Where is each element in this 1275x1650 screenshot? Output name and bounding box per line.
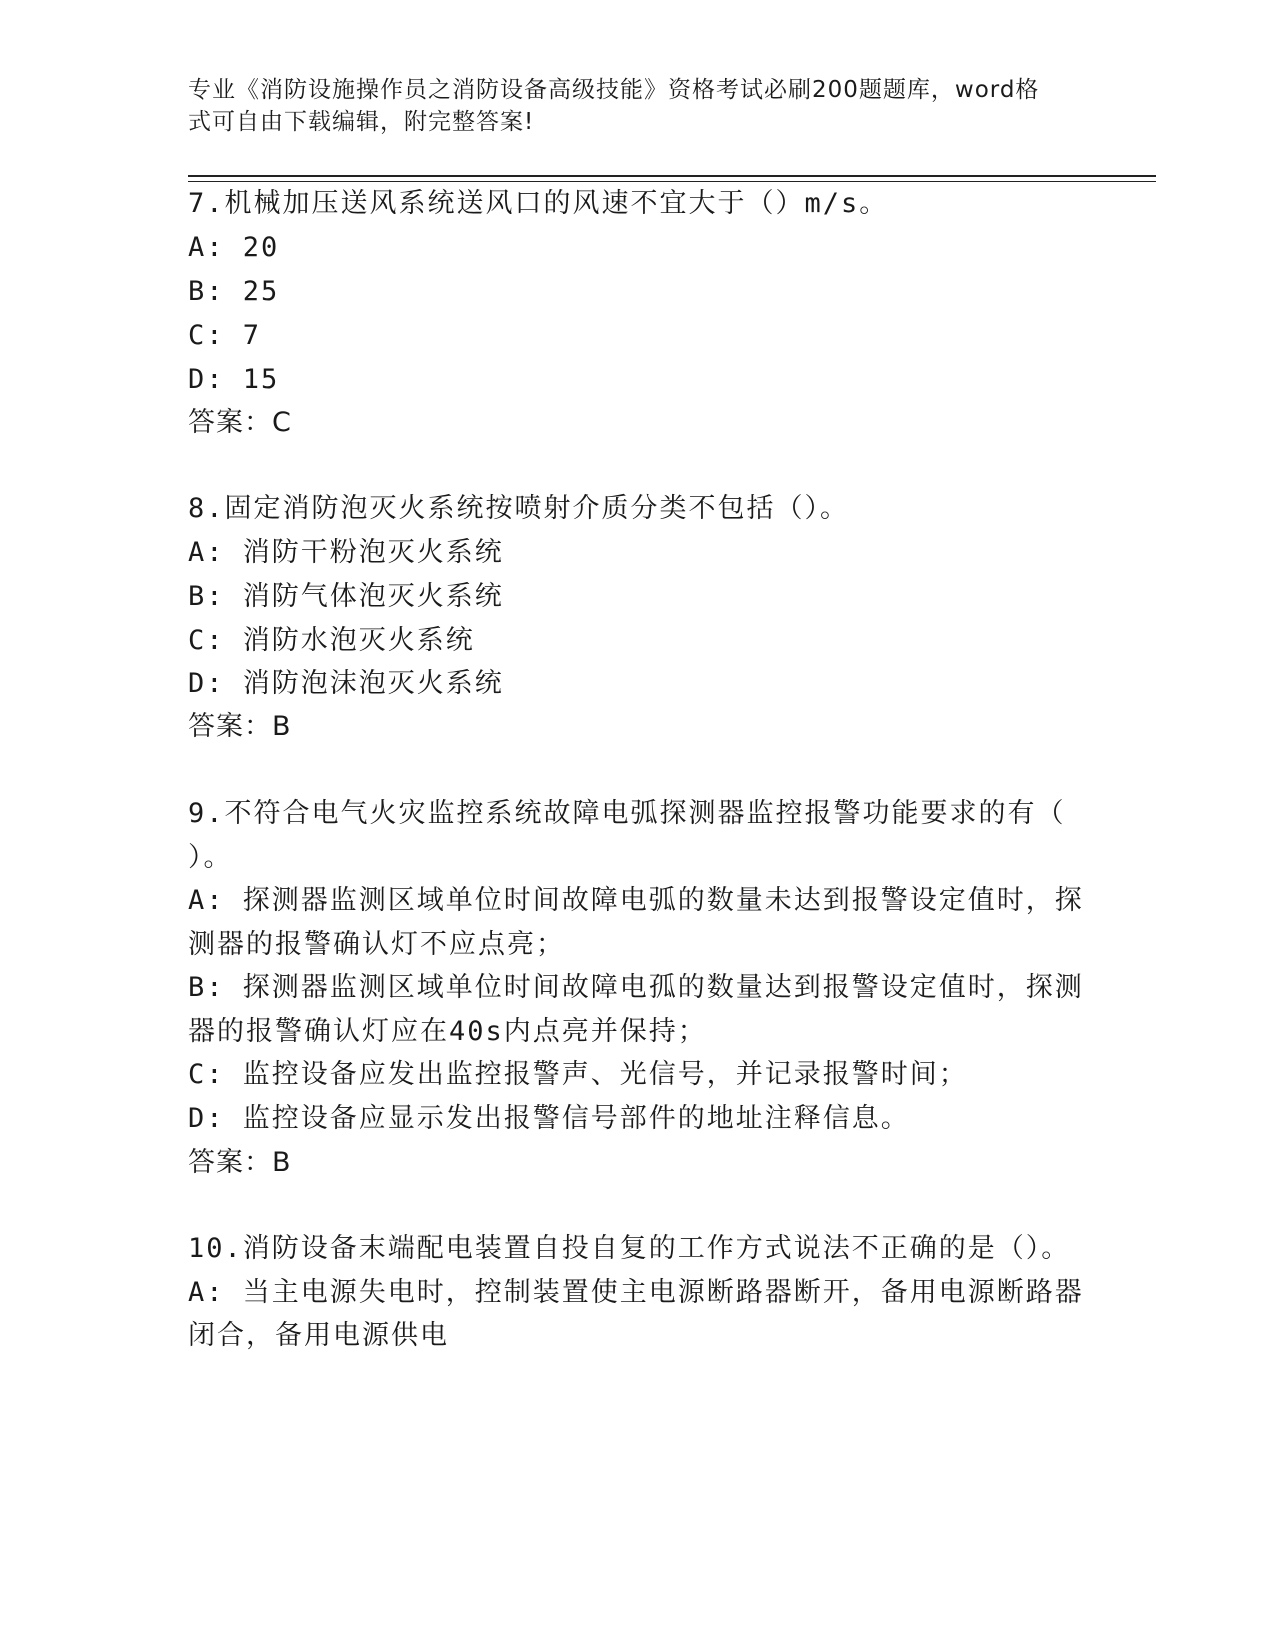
answer-label: 答案：B bbox=[188, 1147, 292, 1178]
option-a: A: 20 bbox=[188, 232, 280, 263]
question-stem: 8.固定消防泡灭火系统按喷射介质分类不包括（）。 bbox=[188, 493, 850, 524]
option-a: A: 消防干粉泡灭火系统 bbox=[188, 537, 504, 568]
option-d: D: 消防泡沫泡灭火系统 bbox=[188, 668, 504, 699]
header-divider-thick bbox=[188, 175, 1156, 177]
option-a: A: 探测器监测区域单位时间故障电弧的数量未达到报警设定值时，探 bbox=[188, 885, 1084, 916]
answer-label: 答案：B bbox=[188, 711, 292, 742]
question-stem: 9.不符合电气火灾监控系统故障电弧探测器监控报警功能要求的有（ bbox=[188, 798, 1066, 829]
option-b-continued: 器的报警确认灯应在40s内点亮并保持； bbox=[188, 1016, 707, 1047]
option-a-continued: 闭合，备用电源供电 bbox=[188, 1320, 449, 1351]
document-header bbox=[188, 74, 1068, 138]
header-line-2: 式可自由下载编辑，附完整答案! bbox=[188, 109, 535, 135]
option-b: B: 25 bbox=[188, 276, 280, 307]
question-stem-continued: ）。 bbox=[188, 842, 233, 873]
header-line-1: 专业《消防设施操作员之消防设备高级技能》资格考试必刷200题题库，word格 bbox=[188, 77, 1040, 103]
option-c: C: 7 bbox=[188, 320, 262, 351]
option-a-continued: 测器的报警确认灯不应点亮； bbox=[188, 929, 565, 960]
option-d: D: 监控设备应显示发出报警信号部件的地址注释信息。 bbox=[188, 1103, 910, 1134]
option-b: B: 探测器监测区域单位时间故障电孤的数量达到报警设定值时，探测 bbox=[188, 972, 1084, 1003]
answer-label: 答案：C bbox=[188, 407, 292, 438]
option-c: C: 监控设备应发出监控报警声、光信号，并记录报警时间； bbox=[188, 1059, 968, 1090]
option-d: D: 15 bbox=[188, 364, 280, 395]
question-stem: 10.消防设备末端配电装置自投自复的工作方式说法不正确的是（）。 bbox=[188, 1233, 1071, 1264]
header-divider-thin bbox=[188, 181, 1156, 182]
option-c: C: 消防水泡灭火系统 bbox=[188, 625, 475, 656]
question-stem: 7.机械加压送风系统送风口的风速不宜大于（）m/s。 bbox=[188, 188, 889, 219]
option-a: A: 当主电源失电时，控制装置使主电源断路器断开，备用电源断路器 bbox=[188, 1277, 1084, 1308]
option-b: B: 消防气体泡灭火系统 bbox=[188, 581, 504, 612]
